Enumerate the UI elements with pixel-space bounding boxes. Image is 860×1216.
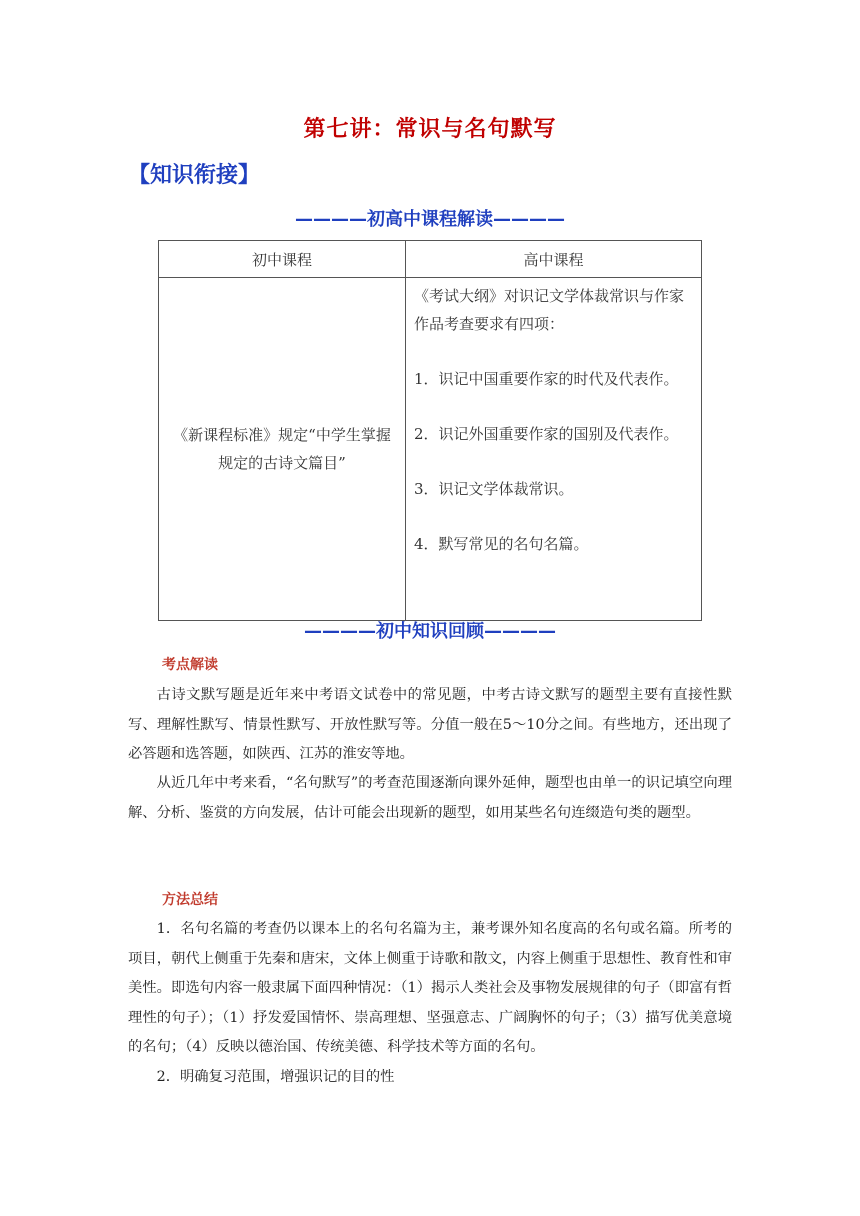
table-header-senior: 高中课程: [406, 241, 702, 278]
kaodian-heading: 考点解读: [162, 657, 218, 673]
junior-course-cell: 《新课程标准》规定“中学生掌握规定的古诗文篇目”: [159, 278, 406, 621]
divider-heading-course: ————初高中课程解读————: [295, 209, 565, 230]
page-title: 第七讲：常识与名句默写: [303, 116, 557, 142]
requirement-item: 2．识记外国重要作家的国别及代表作。: [414, 425, 679, 443]
requirement-item: 3．识记文学体裁常识。: [414, 480, 574, 498]
fangfa-heading: 方法总结: [162, 892, 218, 908]
fangfa-paragraph: 2．明确复习范围，增强识记的目的性: [156, 1069, 395, 1085]
table-header-junior: 初中课程: [159, 241, 406, 278]
kaodian-paragraph: 古诗文默写题是近年来中考语文试卷中的常见题，中考古诗文默写的题型主要有直接性默写、理解性默写、情景性默写、开放性默写等。分值一般在5～10分之间。有些地方，还出现了必答题和选答题，如陕西、江苏的淮安等地。: [128, 687, 732, 762]
fangfa-paragraph: 1．名句名篇的考查仍以课本上的名句名篇为主，兼考课外知名度高的名句或名篇。所考的项目，朝代上侧重于先秦和唐宋，文体上侧重于诗歌和散文，内容上侧重于思想性、教育性和审美性。即选句内容一般隶属下面四种情况：（1）揭示人类社会及事物发展规律的句子（即富有哲理性的句子）；（1）抒发爱国情怀、崇高理想、坚强意志、广阔胸怀的句子；（3）描写优美意境的名句；（4）反映以德治国、传统美德、科学技术等方面的名句。: [128, 921, 732, 1055]
table-header-row: [159, 241, 702, 278]
senior-intro: 《考试大纲》对识记文学体裁常识与作家作品考查要求有四项：: [414, 287, 685, 333]
course-comparison-table: [158, 240, 702, 621]
kaodian-paragraph: 从近几年中考来看，“名句默写”的考查范围逐渐向课外延伸，题型也由单一的识记填空向理解、分析、鉴赏的方向发展，估计可能会出现新的题型，如用某些名句连缀造句类的题型。: [128, 775, 732, 821]
requirement-item: 4．默写常见的名句名篇。: [414, 535, 589, 553]
senior-course-cell: [406, 278, 702, 621]
requirement-item: 1．识记中国重要作家的时代及代表作。: [414, 370, 679, 388]
table-row: [159, 278, 702, 621]
section-heading: 【知识衔接】: [128, 163, 261, 188]
divider-heading-review: ————初中知识回顾————: [304, 621, 556, 642]
